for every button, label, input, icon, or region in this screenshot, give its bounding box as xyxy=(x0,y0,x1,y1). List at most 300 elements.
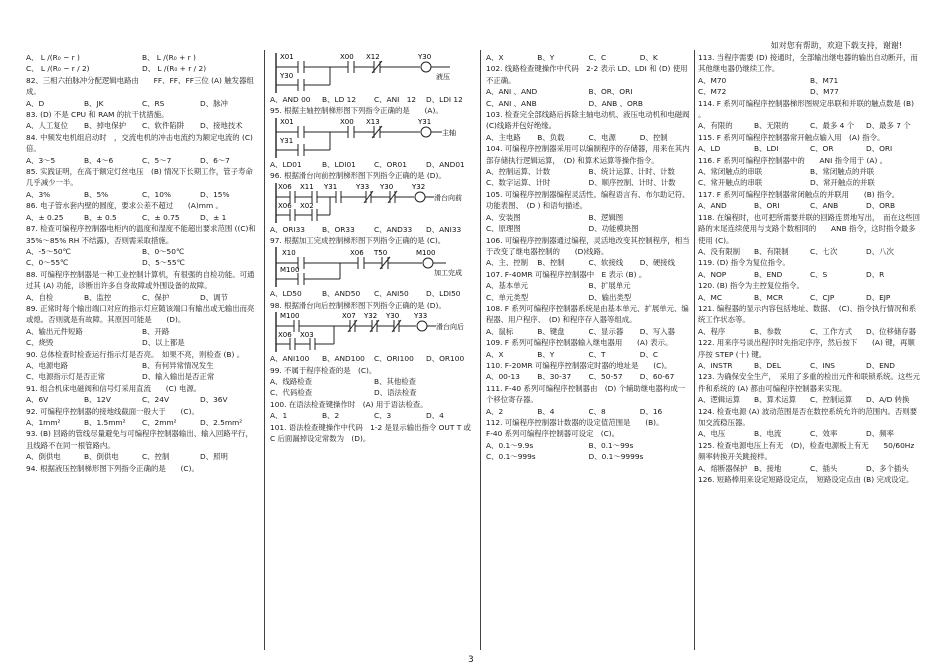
option-item: C、OR xyxy=(810,144,834,154)
option-item: A、倒供电 xyxy=(26,452,61,462)
ladder-label: M100 xyxy=(280,266,300,275)
question-text: F-40 系列可编程序控制器可设定 (C)。 xyxy=(486,429,620,439)
question-text: 114. F 系列可编程序控制器梯形图规定串联和并联的触点数是 (B) 。 xyxy=(698,98,914,120)
option-item: D、EJP xyxy=(866,292,891,302)
option-list xyxy=(698,246,922,257)
ladder-label: X13 xyxy=(366,117,380,126)
option-item: D、控制 xyxy=(639,132,668,142)
option-item: A、AND 00 xyxy=(270,95,311,104)
option-item: D、± 1 xyxy=(200,212,227,222)
option-item: B、掉电保护 xyxy=(84,121,127,131)
option-item: C、10% xyxy=(142,189,171,199)
ladder-label: X01 xyxy=(280,53,294,61)
option-item: B、键盘 xyxy=(537,326,565,336)
option-item: C、C xyxy=(588,53,607,62)
option-list xyxy=(270,353,478,364)
page-number: 3 xyxy=(468,655,474,665)
option-item: C、常开触点的串联 xyxy=(698,178,763,188)
option-item: B、ORI xyxy=(754,201,780,211)
option-item: B、12V xyxy=(84,395,111,405)
option-list xyxy=(698,428,922,439)
question-text: 91. 组合机床电磁阀和信号灯采用直流 (C) 电源。 xyxy=(26,383,202,393)
column-2 xyxy=(270,52,478,650)
option-item: D、最多 7 个 xyxy=(866,121,911,131)
option-list xyxy=(486,326,691,337)
option-list xyxy=(698,166,922,189)
option-list xyxy=(698,269,922,280)
option-item: C、± 0.75 xyxy=(142,212,180,222)
option-item: B、OR33 xyxy=(322,224,355,234)
option-item: A、-5～50℃ xyxy=(26,246,71,256)
option-item: A、ANI 、AND xyxy=(486,87,538,97)
option-item: C、工作方式 xyxy=(810,326,853,336)
ladder-note: 主轴 xyxy=(442,128,456,137)
question-text: 121. 编程器的显示内容包括地址、数据、 (C)、指令执行情况和系统工作状态等。 xyxy=(698,303,917,325)
option-item: C、S xyxy=(810,269,828,279)
option-item: D、八次 xyxy=(866,246,894,256)
ladder-label: Y33 xyxy=(414,312,428,321)
option-item: D、16 xyxy=(639,406,663,416)
option-item: D、ANI33 xyxy=(426,224,462,234)
option-item: A、00-13 xyxy=(486,372,520,382)
option-item: A、LD xyxy=(698,144,721,154)
question-text: 95. 根据主轴控制梯形图下列指令正确的是 (A)。 xyxy=(270,106,443,116)
option-item: B、控制 xyxy=(537,258,565,268)
ladder-label: X02 xyxy=(300,201,314,210)
column-3 xyxy=(486,52,691,650)
option-item: D、硬接线 xyxy=(639,258,676,268)
ladder-label: Y32 xyxy=(364,312,378,321)
option-item: A、X xyxy=(486,349,504,359)
option-list xyxy=(270,159,478,170)
option-item: A、控制运算、计数 xyxy=(486,167,551,177)
question-text: 94. 根据液压控制梯形图下列指令正确的是 (C)。 xyxy=(26,463,199,473)
option-list xyxy=(698,292,922,303)
option-list xyxy=(486,212,691,235)
option-item: C、8 xyxy=(588,406,606,416)
option-list xyxy=(698,143,922,154)
ladder-diagram-spindle xyxy=(270,118,470,158)
option-item: B、1.5mm² xyxy=(84,418,126,427)
ladder-note: 滑台向前 xyxy=(434,193,462,202)
option-list xyxy=(26,98,258,109)
option-item: C、原理图 xyxy=(486,224,521,234)
option-item: D、顺序控制、计时、计数 xyxy=(588,178,676,188)
option-item: A、3% xyxy=(26,189,51,199)
option-item: C、CJP xyxy=(810,292,835,302)
question-text: 122. 用来序号谈出程序时先指定序序，然后按下 (A) 键，再顺序按 STEP (十) 键。 xyxy=(698,338,915,359)
option-item: C、INS xyxy=(810,360,835,370)
option-item: B、逻辑图 xyxy=(588,212,624,222)
option-item: A、ANI100 xyxy=(270,354,310,364)
option-item: B、有限制 xyxy=(754,246,789,256)
option-item: A、D xyxy=(26,98,45,108)
option-item: B、2 xyxy=(322,411,340,421)
option-list xyxy=(26,394,258,405)
option-item: C、 L /(R₀ − r / 2) xyxy=(26,64,90,74)
option-item: A、熔断器保护 xyxy=(698,463,748,473)
option-item: B、常闭触点的并联 xyxy=(810,167,875,177)
option-item: B、开路 xyxy=(142,326,170,336)
option-item: D、0.1～9999s xyxy=(588,452,644,462)
option-list xyxy=(698,463,922,474)
option-item: C、插头 xyxy=(810,463,838,473)
question-text: 103. 检查完全部线路后拆除主轴电动机、液压电动机和电磁阀 (C)线路并包好绝缘。 xyxy=(486,110,690,131)
option-item: A、1mm² xyxy=(26,418,61,427)
option-item: C、烧毁 xyxy=(26,338,54,348)
option-item: D、6～7 xyxy=(200,155,230,165)
question-text: 123. 为确保安全生产， 采用了多重的检出元件和联锁系统。这些元件和系统的 (A) 都由可编程序控制器来实现。 xyxy=(698,372,921,393)
option-list xyxy=(486,280,691,303)
option-item: A、电压 xyxy=(698,429,726,439)
option-item: A、2 xyxy=(486,406,504,416)
option-list xyxy=(698,120,922,131)
option-item: C、显示器 xyxy=(588,326,624,336)
option-item: C、ANB xyxy=(810,201,839,211)
option-list xyxy=(26,212,258,223)
option-item: B、倒供电 xyxy=(84,452,119,462)
option-item: B、AND100 xyxy=(322,354,365,364)
option-list xyxy=(698,360,922,371)
question-text: 83. (D) 不是 CPU 和 RAM 的抗干扰措施。 xyxy=(26,110,169,120)
option-item: B、 L /(R₀ + r ) xyxy=(142,53,196,62)
option-item: C、0.1～999s xyxy=(486,452,536,462)
question-text: 84. 中频发电机组启动时 ，交流电机的冲击电流约为额定电流的 (C) 倍。 xyxy=(26,132,253,154)
option-item: C、5～7 xyxy=(142,155,172,165)
ladder-label: X11 xyxy=(300,182,314,191)
option-list xyxy=(698,75,922,98)
question-text: 104. 可编程序控制器采用可以编制程序的存储器，用来在其内部存储执行逻辑运算， (D) 和算术运算等操作指令。 xyxy=(486,144,690,165)
option-item: D、脉冲 xyxy=(200,98,228,108)
option-item: A、3～5 xyxy=(26,155,56,165)
question-text: 120. (B) 指令为主控复位指令。 xyxy=(698,281,804,291)
option-item: B、其他检查 xyxy=(374,377,417,387)
option-item: B、4 xyxy=(537,406,555,416)
question-text: 82、三相六拍脉冲分配逻辑电路由 FF、FF、FF三位 (A) 触发器组成。 xyxy=(26,75,254,97)
option-list xyxy=(26,155,258,166)
option-item: C、电源指示灯是否正常 xyxy=(26,372,106,382)
option-item: D、照明 xyxy=(200,452,228,462)
option-item: C、控制运算 xyxy=(810,395,853,405)
question-text: 108. F 系列可编程序控制器系统是由基本单元、扩展单元、编程器、用户程序、 (D) 和程序存入器等组成。 xyxy=(486,303,689,325)
question-text: 117. F 系列可编程序控制器常闭触点的并联用 (B) 指令。 xyxy=(698,189,900,199)
question-text: 96. 根据滑台向前控制梯形图下列指令正确的是 (D)。 xyxy=(270,171,446,181)
option-item: C、软件陷阱 xyxy=(142,121,185,131)
option-list xyxy=(26,120,258,131)
question-text: 110. F-20MR 可编程序控制器定时器的地址是 (C)。 xyxy=(486,360,672,370)
option-list xyxy=(26,189,258,200)
question-text: 106. 可编程序控制器通过编程，灵活地改变其控制程序，相当于改变了继电器控制的 (D)线路。 xyxy=(486,235,690,256)
option-item: B、0.1～99s xyxy=(588,440,634,450)
option-item: D、AND01 xyxy=(426,159,465,169)
ladder-label: X03 xyxy=(300,331,314,340)
option-item: C、单元类型 xyxy=(486,292,529,302)
option-list xyxy=(26,326,258,349)
option-list xyxy=(26,246,258,269)
option-item: D、频率 xyxy=(866,429,894,439)
option-item: C、T xyxy=(588,349,606,359)
option-item: B、DEL xyxy=(754,360,781,370)
option-list xyxy=(270,376,478,399)
option-item: B、5% xyxy=(84,189,109,199)
option-item: D、 L /(R₀ + r / 2) xyxy=(142,64,207,74)
option-item: C、数字运算、计时 xyxy=(486,178,551,188)
option-item: D、ORI xyxy=(866,144,893,154)
option-list xyxy=(270,224,478,235)
column-4 xyxy=(698,52,922,650)
option-item: A、鼠标 xyxy=(486,326,514,336)
option-list xyxy=(26,292,258,303)
option-item: D、接地技术 xyxy=(200,121,243,131)
option-item: B、LDI xyxy=(754,144,779,154)
question-text: 99. 不属于程序检查的是 (C)。 xyxy=(270,365,377,375)
ladder-label: M100 xyxy=(280,312,300,321)
option-list xyxy=(698,394,922,405)
option-list xyxy=(26,417,258,428)
option-item: D、输入输出是否正常 xyxy=(142,372,215,382)
ladder-label: X07 xyxy=(342,312,356,321)
option-item: A、X xyxy=(486,53,504,62)
option-item: D、A/D 转换 xyxy=(866,395,910,405)
ladder-label: X06 xyxy=(278,182,292,191)
option-item: A、有限的 xyxy=(698,121,733,131)
question-text: 101. 语法检查键操作中代码 1-2 是显示输出指令 OUT T 或 C 后面漏掉设定常数为 (D)。 xyxy=(270,422,471,444)
ladder-label: M100 xyxy=(416,249,436,258)
option-item: C、RS xyxy=(142,98,165,108)
question-text: 111. F-40 系列可编程序控制器由 (D) 个辅助继电器构成一个移位寄存器。 xyxy=(486,383,686,405)
ladder-label: X06 xyxy=(278,201,292,210)
option-item: D、以上都是 xyxy=(142,338,185,348)
option-item: D、多个插头 xyxy=(866,463,909,473)
option-item: B、电流 xyxy=(754,429,782,439)
option-item: C、2mm² xyxy=(142,418,177,427)
ladder-label: Y30 xyxy=(380,182,394,191)
option-item: C、最多 4 个 xyxy=(810,121,855,131)
ladder-label: Y33 xyxy=(356,182,370,191)
question-text: 86. 电子管水套内壁的圆度，要求公差不超过 (A)mm 。 xyxy=(26,201,223,211)
question-text: 118. 在编程时，也可把所需要并联的回路连贯地写出， 而在这些回路的末尾连续使用与支路个数相同的 ANB 指令，这时指令最多使用 (C)。 xyxy=(698,212,921,245)
option-list xyxy=(26,451,258,462)
question-text: 90. 总体检查时检查运行指示灯是否亮。 如果不亮，则检查 (B) 。 xyxy=(26,349,245,359)
option-item: A、主、控制 xyxy=(486,258,529,268)
column-divider xyxy=(480,50,481,650)
question-text: 89. 正常时每个输出端口对应的指示灯应随该端口有输出或无输出而亮或熄。否则就是有故障。其原因可能是 (D)。 xyxy=(26,303,255,325)
option-item: D、M77 xyxy=(810,87,839,97)
option-item: C、效率 xyxy=(810,429,838,439)
option-item: B、AND50 xyxy=(322,289,361,299)
question-text: 113. 当程序需要 (D) 接通时，全部输出继电器的输出自动断开，而其他继电器仍继续工作。 xyxy=(698,53,918,74)
question-text: 93. (B) 回路的管线尽量避免与可编程序控制器输出、输入回路平行，且线路不在同一根管路内。 xyxy=(26,429,253,450)
ladder-label: Y32 xyxy=(412,182,426,191)
option-item: D、LDI 12 xyxy=(426,95,463,104)
ladder-label: Y31 xyxy=(280,136,294,145)
option-item: A、 L /(R₀ − r ) xyxy=(26,53,80,62)
question-text: 102. 线路检查键操作中代码 2-2 表示 LD、LDI 和 (D) 使用不正确。 xyxy=(486,64,688,85)
option-item: C、24V xyxy=(142,395,170,405)
option-item: D、4 xyxy=(426,411,444,421)
question-text: 119. (D) 指令为复位指令。 xyxy=(698,258,790,268)
option-item: B、Y xyxy=(537,349,555,359)
question-text: 85. 实践证明，在高于额定灯丝电压 (B) 情况下长期工作，管子寿命几乎减少一半。 xyxy=(26,167,253,188)
option-item: B、有何异常情况发生 xyxy=(142,360,214,370)
option-item: D、60-67 xyxy=(639,372,675,382)
option-item: D、ANB 、ORB xyxy=(588,98,643,108)
option-item: D、功能模块图 xyxy=(588,224,639,234)
option-item: B、END xyxy=(754,269,783,279)
option-item: A、1 xyxy=(270,411,288,421)
option-item: A、LD50 xyxy=(270,289,302,299)
option-item: A、输出元件短路 xyxy=(26,326,83,336)
option-item: D、写入器 xyxy=(639,326,676,336)
option-item: D、常开触点的并联 xyxy=(810,178,875,188)
option-list xyxy=(486,86,691,109)
option-item: D、调节 xyxy=(200,292,228,302)
column-divider xyxy=(694,50,695,650)
option-list xyxy=(698,200,922,211)
ladder-label: T50 xyxy=(374,249,388,258)
question-text: 124. 检查电源 (A) 波动范围是否在数控系统允许的范围内。否则要加交流稳压器。 xyxy=(698,406,918,427)
option-list xyxy=(486,257,691,268)
question-text: 105. 可编程序控制器编程灵活性。编程语言有、布尔助记符、功能表图、 (D ) 和语句描述。 xyxy=(486,189,690,211)
option-item: D、R xyxy=(866,269,885,279)
option-item: A、6V xyxy=(26,395,49,405)
option-item: B、参数 xyxy=(754,326,782,336)
option-item: C、代码检查 xyxy=(270,388,313,398)
ladder-label: X06 xyxy=(350,249,364,258)
option-item: A、人工复位 xyxy=(26,121,69,131)
option-item: D、2.5mm² xyxy=(200,418,243,427)
ladder-label: Y31 xyxy=(324,182,338,191)
option-item: B、监控 xyxy=(84,292,112,302)
option-item: D、语法检查 xyxy=(374,388,417,398)
option-item: A、± 0.25 xyxy=(26,212,64,222)
option-item: D、位移储存器 xyxy=(866,326,917,336)
option-list xyxy=(486,406,691,417)
option-item: A、没有限制 xyxy=(698,246,741,256)
question-text: 116. F 系列可编程序控制器中的 ANI 指令用于 (A) 。 xyxy=(698,155,888,165)
ladder-diagram-slide-backward xyxy=(270,312,478,352)
option-item: A、程序 xyxy=(698,326,726,336)
option-item: D、ORB xyxy=(866,201,896,211)
ladder-label: Y30 xyxy=(386,312,400,321)
option-item: C、M72 xyxy=(698,87,727,97)
option-item: B、Y xyxy=(537,53,555,62)
option-item: A、NOP xyxy=(698,269,727,279)
option-item: B、MCR xyxy=(754,292,784,302)
option-list xyxy=(486,132,691,143)
option-item: D、C xyxy=(639,349,658,359)
option-item: B、负载 xyxy=(537,132,565,142)
option-item: B、M71 xyxy=(810,75,839,85)
ladder-diagram-hydraulic xyxy=(270,53,470,93)
question-text: 92. 可编程序控制器的接地线截面一般大于 (C)。 xyxy=(26,406,199,416)
question-text: 109. F 系列可编程序控制器输入继电器用 (A) 表示。 xyxy=(486,338,673,348)
option-item: A、LD01 xyxy=(270,159,302,169)
option-item: C、控制 xyxy=(142,452,170,462)
ladder-note: 滑台向后 xyxy=(436,323,464,332)
option-item: C、3 xyxy=(374,411,392,421)
question-text: 126. 短路棒用来设定短路设定点， 短路设定点由 (B) 完成设定。 xyxy=(698,475,914,485)
question-text: 112. 可编程序控制器计数器的设定值范围是 (B)。 xyxy=(486,418,664,427)
ladder-label: X01 xyxy=(280,117,294,126)
option-item: C、保护 xyxy=(142,292,170,302)
option-item: A、基本单元 xyxy=(486,281,529,291)
ladder-note: 液压 xyxy=(436,73,450,81)
ladder-label: X12 xyxy=(366,53,380,61)
option-item: D、K xyxy=(639,53,658,62)
option-item: D、输出类型 xyxy=(588,292,632,302)
option-item: C、ANI 、ANB xyxy=(486,98,537,108)
option-item: B、OR、ORI xyxy=(588,87,633,97)
option-item: A、ORI33 xyxy=(270,224,305,234)
ladder-diagram-slide-forward xyxy=(270,183,478,223)
option-item: A、电源电路 xyxy=(26,360,69,370)
option-item: C、0～55℃ xyxy=(26,258,69,268)
option-item: B、0～50℃ xyxy=(142,246,185,256)
option-item: A、线路检查 xyxy=(270,377,313,387)
option-list xyxy=(270,410,478,421)
question-text: 87. 检查可编程序控制器电柜内的温度和湿度不能超出要求范围 ((C)和 35%～85% RH 不结露)，否则需采取措施。 xyxy=(26,224,256,245)
option-item: D、5～55℃ xyxy=(142,258,185,268)
option-list xyxy=(26,360,258,383)
column-1 xyxy=(26,52,258,650)
question-text: 97. 根据加工完成控制梯形图下列指令正确的是 (C)。 xyxy=(270,236,446,246)
ladder-label: X10 xyxy=(282,249,296,258)
option-item: B、4～6 xyxy=(84,155,114,165)
column-divider xyxy=(264,50,265,650)
option-item: C、50-57 xyxy=(588,372,623,382)
option-item: A、MC xyxy=(698,292,722,302)
option-item: A、0.1～9.9s xyxy=(486,440,534,450)
option-item: C、ANI50 xyxy=(374,289,409,299)
option-item: A、自检 xyxy=(26,292,54,302)
ladder-label: X00 xyxy=(340,53,354,61)
option-item: D、36V xyxy=(200,395,228,405)
option-list xyxy=(486,371,691,382)
question-text: 98. 根据滑台向后控制梯形图下列指令正确的是 (D)。 xyxy=(270,300,446,310)
ladder-label: X06 xyxy=(278,331,292,340)
option-list xyxy=(486,440,691,463)
ladder-note: 加工完成 xyxy=(434,269,462,278)
option-item: C、ORI100 xyxy=(374,354,414,364)
option-item: C、AND33 xyxy=(374,224,413,234)
option-item: C、ANI 12 xyxy=(374,95,417,104)
option-item: A、常闭触点的串联 xyxy=(698,167,763,177)
option-item: B、30-37 xyxy=(537,372,572,382)
option-item: D、LDI50 xyxy=(426,289,461,299)
option-list xyxy=(26,52,258,75)
ladder-label: X00 xyxy=(340,117,354,126)
option-item: D、END xyxy=(866,360,895,370)
option-item: A、逻辑运算 xyxy=(698,395,741,405)
option-item: B、无限的 xyxy=(754,121,789,131)
option-list xyxy=(270,94,478,105)
option-item: B、接地 xyxy=(754,463,782,473)
option-item: B、算术运算 xyxy=(754,395,797,405)
option-list xyxy=(486,349,691,360)
question-text: 125. 检查电源电压上有无 (D)，检查电源板上有无 50/60Hz 频率转换开关跳接样。 xyxy=(698,440,915,462)
option-list xyxy=(486,52,691,63)
option-item: C、软接线 xyxy=(588,258,624,268)
ladder-label: Y30 xyxy=(280,72,294,80)
option-item: B、扩展单元 xyxy=(588,281,631,291)
page-header: 如对您有帮助，欢迎下载支持，谢谢! xyxy=(770,41,902,50)
option-item: B、± 0.5 xyxy=(84,212,117,222)
ladder-label: Y31 xyxy=(418,117,432,126)
option-item: C、OR01 xyxy=(374,159,407,169)
option-item: A、INSTR xyxy=(698,360,733,370)
option-item: B、统计运算、计时、计数 xyxy=(588,167,675,177)
